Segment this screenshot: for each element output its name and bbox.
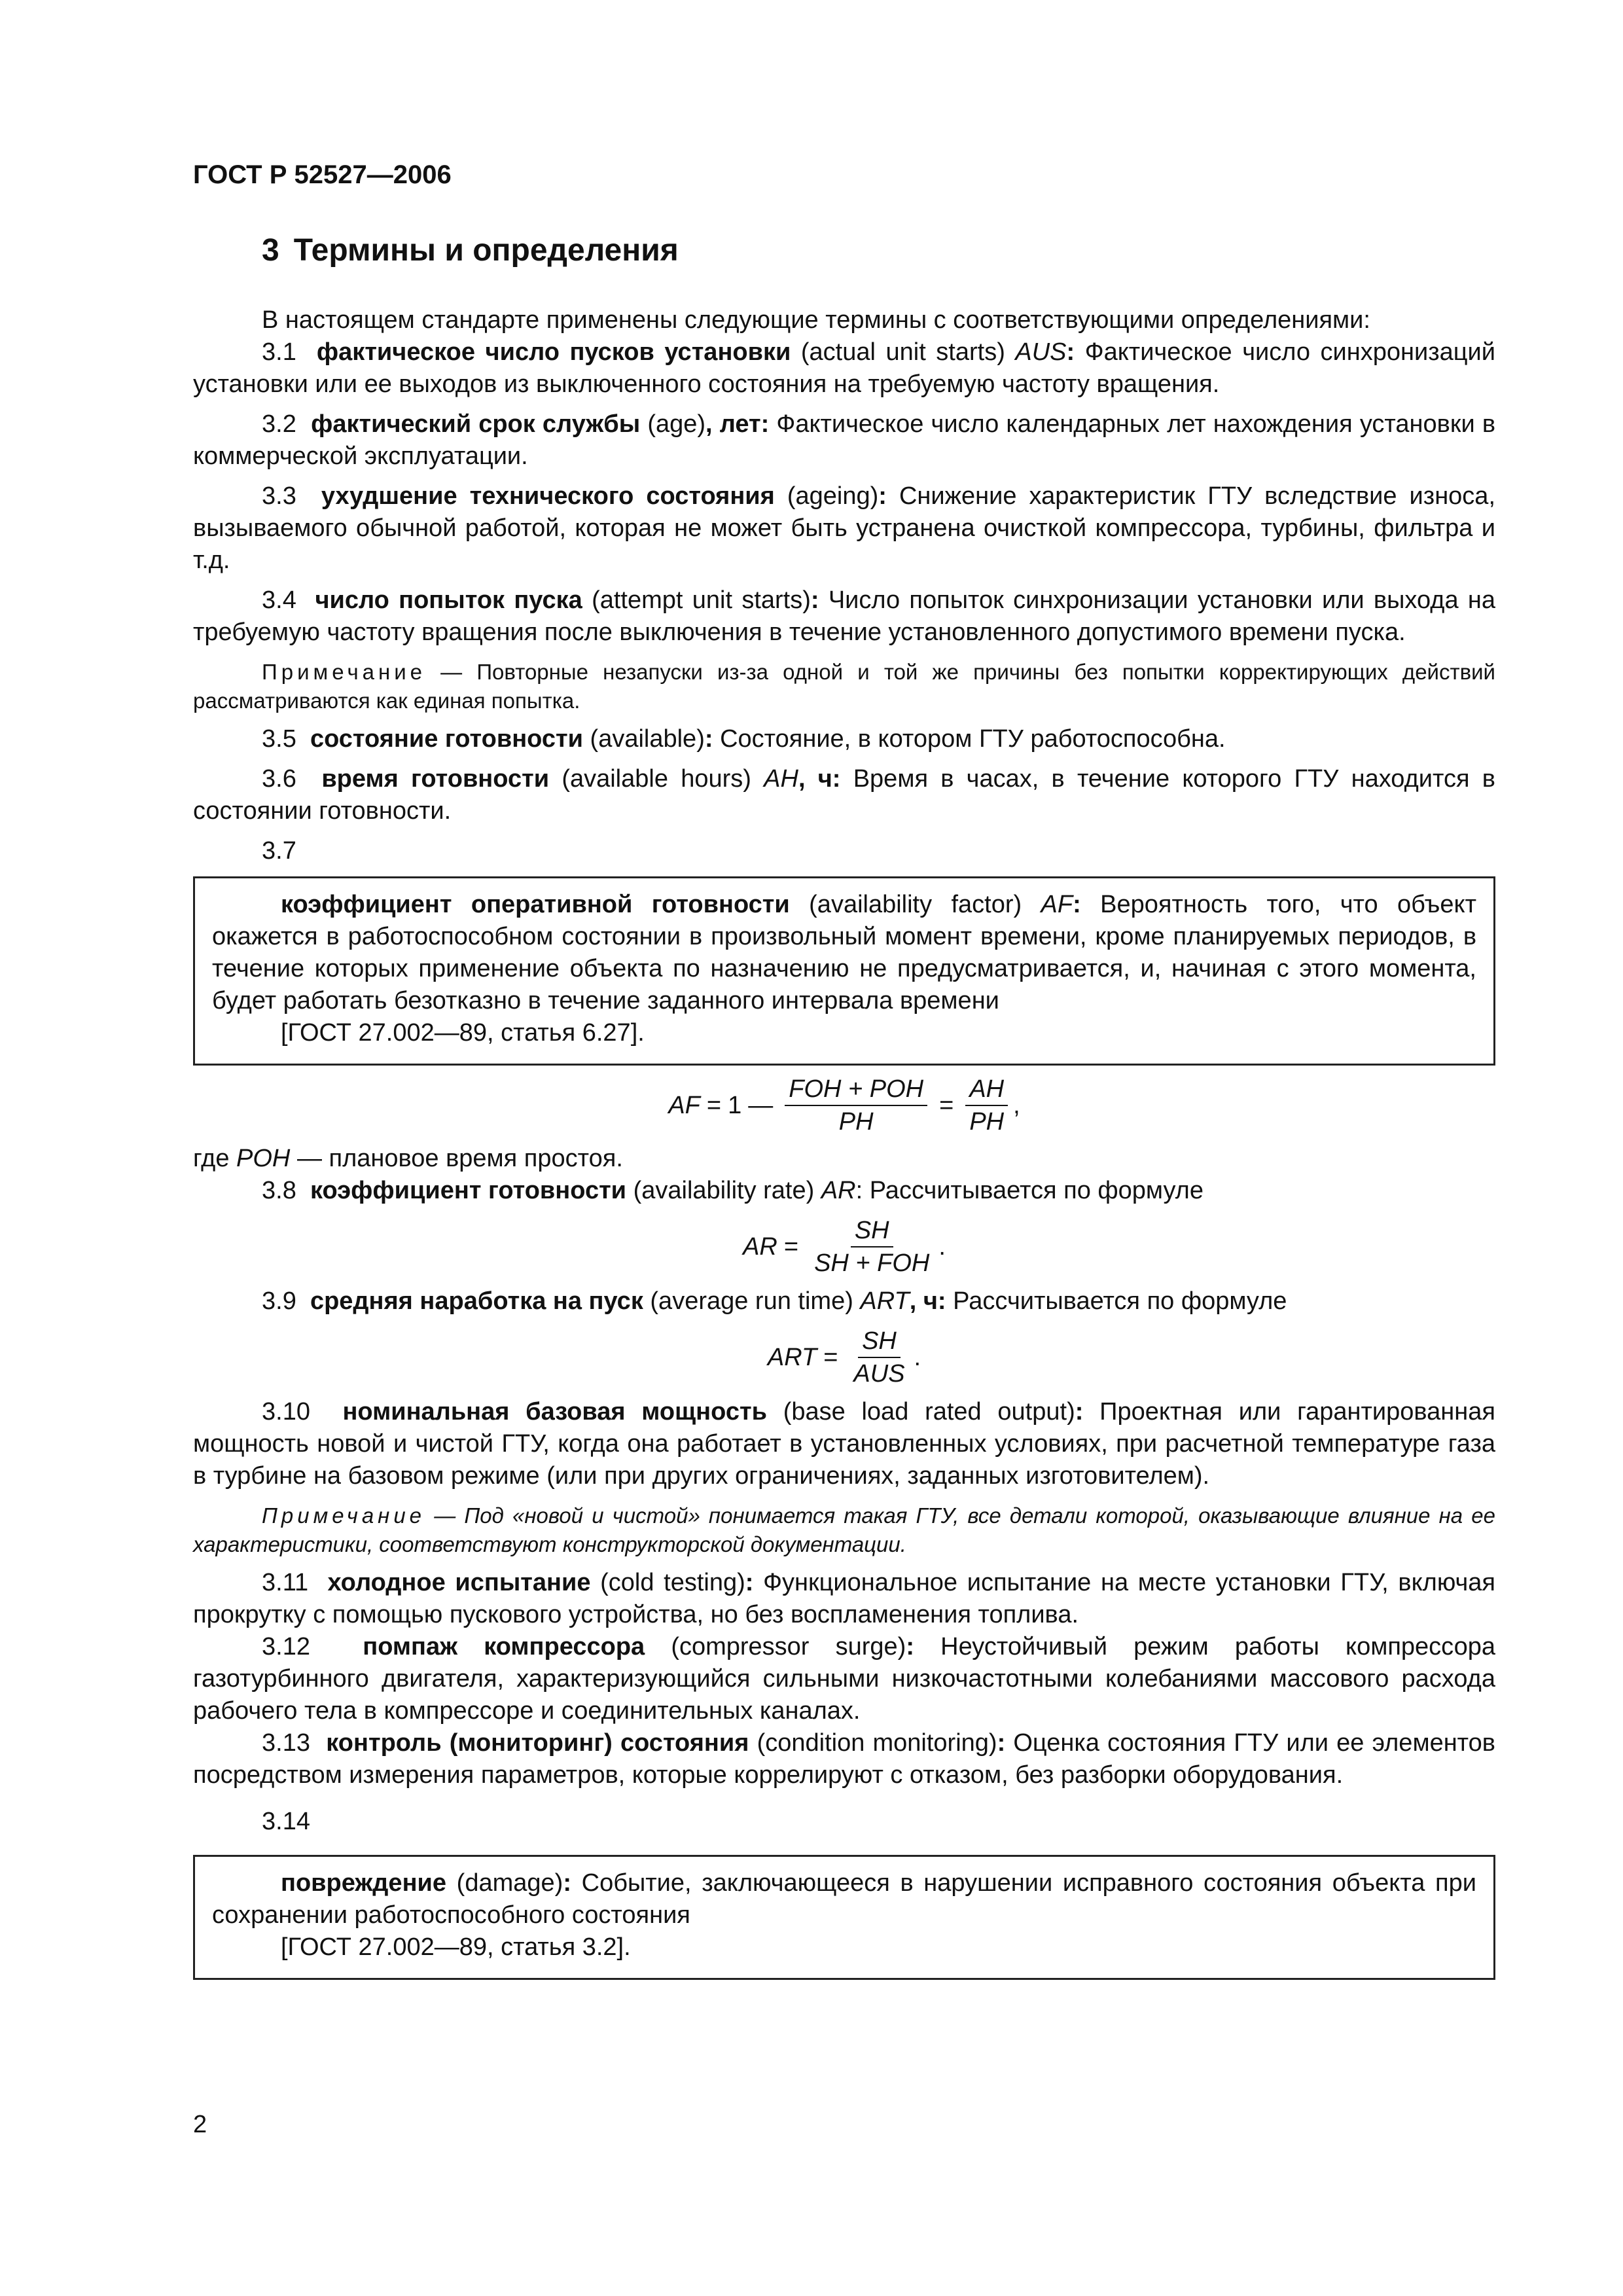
section-title-text: Термины и определения [293, 233, 679, 268]
note-3-4: Примечание — Повторные незапуски из-за одной и той же причины без попытки корректирующих действий рассматриваются как единая попытка. [193, 660, 1495, 713]
term-title: фактическое число пусков установки [316, 338, 791, 366]
document-header: ГОСТ Р 52527—2006 [193, 160, 452, 189]
term-3-12: 3.12 помпаж компрессора (compressor surge): Неустойчивый режим работы компрессора газотурбинного двигателя, характеризующийся сильными низкочастотными колебаниями массового расхода рабочего тела в компрессоре и соединительных каналах. [193, 1633, 1496, 1725]
term-title: ухудшение технического состояния [321, 482, 775, 510]
note-label: Примечание [262, 1503, 426, 1528]
term-3-4: 3.4 число попыток пуска (attempt unit starts): Число попыток синхронизации установки или выхода на требуемую частоту вращения после выключения в течение установленного допустимого времени пуска. [193, 586, 1495, 646]
where-clause: где POH — плановое время простоя. [193, 1145, 623, 1172]
term-title: номинальная базовая мощность [342, 1398, 767, 1426]
term-title: повреждение [281, 1869, 447, 1897]
term-3-3: 3.3 ухудшение технического состояния (ageing): Снижение характеристик ГТУ вследствие износа, вызываемого обычной работой, которая не может быть устранена очисткой компрессора, турбины, фильтра и т.д. [193, 482, 1495, 574]
term-title: холодное испытание [327, 1569, 591, 1596]
term-3-11: 3.11 холодное испытание (cold testing): Функциональное испытание на месте установки ГТУ, включая прокрутку с помощью пускового устройства, но без воспламенения топлива. [193, 1569, 1495, 1628]
term-3-1: 3.1 фактическое число пусков установки (actual unit starts) AUS: Фактическое число синхронизаций установки или ее выходов из выключенного состояния на требуемую частоту вращения. [193, 338, 1495, 398]
term-3-2: 3.2 фактический срок службы (age), лет: Фактическое число календарных лет нахождения установки в коммерческой эксплуатации. [193, 410, 1496, 470]
term-3-14-frame [193, 1855, 1495, 1980]
note-label: Примечание [262, 660, 427, 684]
intro-paragraph: В настоящем стандарте применены следующие термины с соответствующими определениями: [262, 306, 1370, 334]
term-title: состояние готовности [310, 725, 583, 753]
formula-art: ART = $\frac{SH}{\text{AUS}}$ . [767, 1327, 921, 1388]
term-3-13: 3.13 контроль (мониторинг) состояния (condition monitoring): Оценка состояния ГТУ или ее элементов посредством измерения параметров, которые коррелируют с отказом, без разборки оборудования. [193, 1729, 1495, 1789]
term-title: контроль (мониторинг) состояния [326, 1729, 749, 1757]
term-3-5: 3.5 состояние готовности (available): Состояние, в котором ГТУ работоспособна. [262, 725, 1226, 753]
term-3-6: 3.6 время готовности (available hours) AH, ч: Время в часах, в течение которого ГТУ находится в состоянии готовности. [193, 765, 1495, 825]
term-3-7: коэффициент оперативной готовности (availability factor) AF: Вероятность того, что объект окажется в работоспособном состоянии в произвольный момент времени, кроме планируемых периодов, в течение которых применение объекта по назначению не предусматривается, и, начиная с этого момента, будет работать безотказно в течение заданного интервала времени [212, 891, 1477, 1014]
term-3-7-number: 3.7 [262, 837, 296, 865]
term-title: коэффициент готовности [310, 1177, 627, 1204]
formula-af: AF = 1 — $\frac{\text{FOH + POH}}{PH}$ = $\frac{AH}{PH}$ , [668, 1075, 1020, 1136]
term-title: время готовности [321, 765, 550, 793]
term-3-14: повреждение (damage): Событие, заключающееся в нарушении исправного состояния объекта при сохранении работоспособного состояния [212, 1869, 1476, 1929]
term-title: средняя наработка на пуск [310, 1287, 643, 1315]
document-body [193, 304, 1495, 1980]
term-3-8: 3.8 коэффициент готовности (availability rate) AR: Рассчитывается по формуле [262, 1177, 1204, 1204]
term-3-9: 3.9 средняя наработка на пуск (average run time) ART, ч: Рассчитывается по формуле [262, 1287, 1287, 1315]
term-3-7-frame [193, 876, 1495, 1066]
term-title: число попыток пуска [315, 586, 582, 614]
term-title: фактический срок службы [311, 410, 641, 438]
note-3-10: Примечание — Под «новой и чистой» понимается такая ГТУ, все детали которой, оказывающие влияние на ее характеристики, соответствуют конструкторской документации. [193, 1503, 1495, 1556]
section-title [262, 232, 679, 268]
section-number: 3 [262, 233, 279, 268]
page-number: 2 [193, 2111, 207, 2138]
term-3-10: 3.10 номинальная базовая мощность (base load rated output): Проектная или гарантированная мощность новой и чистой ГТУ, когда она работает в установленных условиях, при расчетной температуре газа в турбине на базовом режиме (или при других ограничениях, заданных изготовителем). [193, 1398, 1495, 1490]
term-title: помпаж компрессора [363, 1633, 645, 1660]
term-title: коэффициент оперативной готовности [281, 891, 790, 918]
term-3-7-reference: [ГОСТ 27.002—89, статья 6.27]. [281, 1019, 645, 1047]
formula-ar: AR = $\frac{SH}{\text{SH + FOH}}$ . [743, 1217, 946, 1277]
term-3-14-reference: [ГОСТ 27.002—89, статья 3.2]. [281, 1933, 631, 1961]
term-3-14-number: 3.14 [262, 1808, 310, 1835]
